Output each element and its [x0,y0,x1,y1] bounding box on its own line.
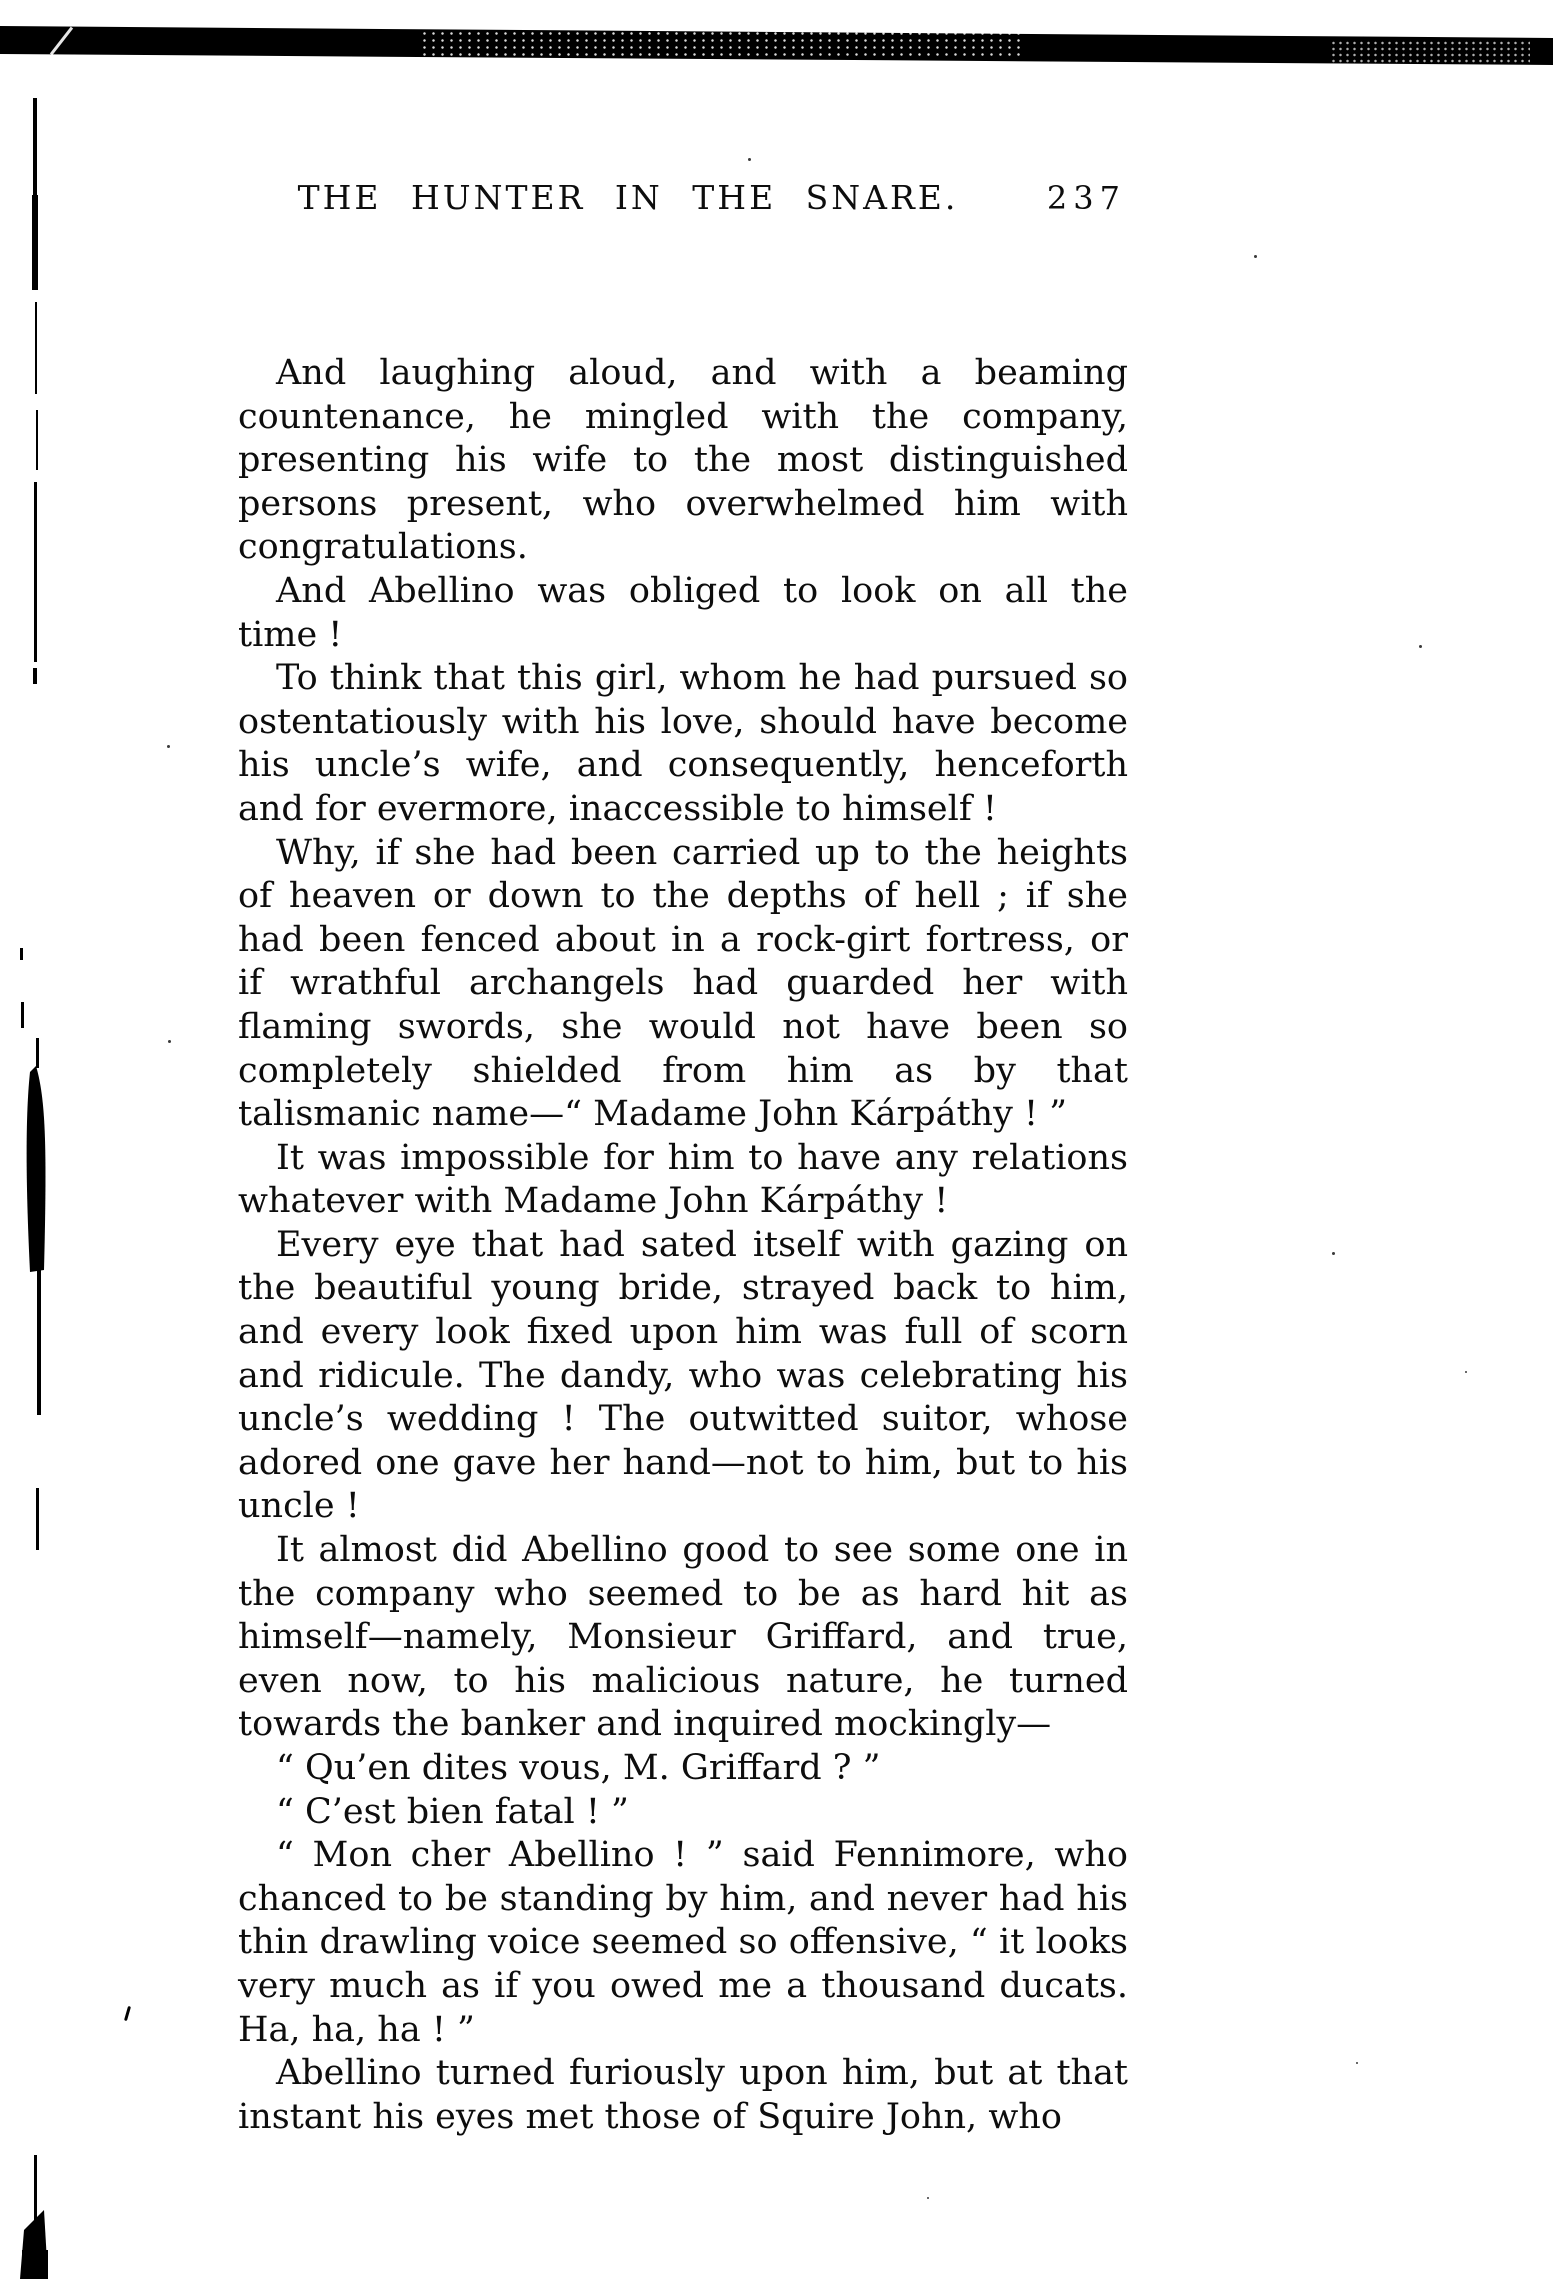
scan-artifact-speck [1419,645,1422,648]
paragraph: And Abellino was obliged to look on all the time ! [238,570,1128,655]
paragraph: Why, if she had been carried up to the heights of heaven or down to the depths of hell ; if she had been fenced about in a rock-girt fortress, or if wrathful archangels had guarded her with flaming swords, she would not have been so completely shielded from him as by that talismanic name—“ Madame John Kárpáthy ! ” [238,832,1128,1135]
scan-artifact-line [32,195,38,290]
scan-artifact-line [33,668,37,684]
scan-artifact-line [36,1488,39,1550]
scan-artifact-speck [927,2197,929,2199]
scan-artifact-speck [168,1040,171,1043]
scan-artifact-speck [1254,255,1257,258]
scan-artifact-line [34,482,37,662]
paragraph: Every eye that had sated itself with gazing on the beautiful young bride, strayed back to him, and every look fixed upon him was full of scorn and ridicule. The dandy, who was celebrating his uncle’s wedding ! The outwitted suitor, whose adored one gave her hand—not to him, but to his uncle ! [238,1224,1128,1527]
paragraph: And laughing aloud, and with a beaming countenance, he mingled with the company, presenting his wife to the most distinguished persons present, who overwhelmed him with congratulations. [238,353,1128,568]
scan-artifact-slash [124,2006,131,2021]
paragraph: It was impossible for him to have any relations whatever with Madame John Kárpáthy ! [238,1137,1128,1222]
scan-artifact-top-bar-texture [1330,40,1530,64]
paragraph: To think that this girl, whom he had pursued so ostentatiously with his love, should have become his uncle’s wife, and consequently, henceforth and for evermore, inaccessible to himself ! [238,658,1128,829]
scan-artifact-line [36,410,38,470]
paragraph: “ C’est bien fatal ! ” [276,1791,629,1832]
scan-artifact-bottom-wedge [0,2150,80,2279]
paragraph: Abellino turned furiously upon him, but at that instant his eyes met those of Squire John, who [238,2053,1128,2137]
paragraph: “ Mon cher Abellino ! ” said Fennimore, who chanced to be standing by him, and never had his thin drawling voice seemed so offensive, “ it looks very much as if you owed me a thousand ducats. Ha, ha, ha ! ” [238,1835,1128,2050]
page-number: 237 [1046,179,1126,217]
scan-artifact-top-bar-texture [420,30,1020,56]
scan-artifact-speck [1332,1252,1335,1255]
scan-artifact-speck [167,745,170,748]
scan-artifact-line [35,302,37,394]
paragraph: “ Qu’en dites vous, M. Griffard ? ” [276,1748,881,1788]
paragraph: It almost did Abellino good to see some one in the company who seemed to be as hard hit as himself—namely, Monsieur Griffard, and true, even now, to his malicious nature, he turned towards the banker and inquired mockingly— [238,1530,1128,1745]
scan-artifact-line [21,1002,24,1028]
page-body-text [238,352,1128,2139]
running-header-title: THE HUNTER IN THE SNARE. [297,178,959,217]
scan-artifact-ink-blob [0,1060,70,1480]
scan-artifact-speck [1465,1371,1467,1373]
running-header [238,178,1128,222]
scan-artifact-line [20,948,23,960]
scan-artifact-line [33,98,37,195]
scan-artifact-speck [748,158,751,161]
scan-artifact-speck [1356,2062,1358,2064]
